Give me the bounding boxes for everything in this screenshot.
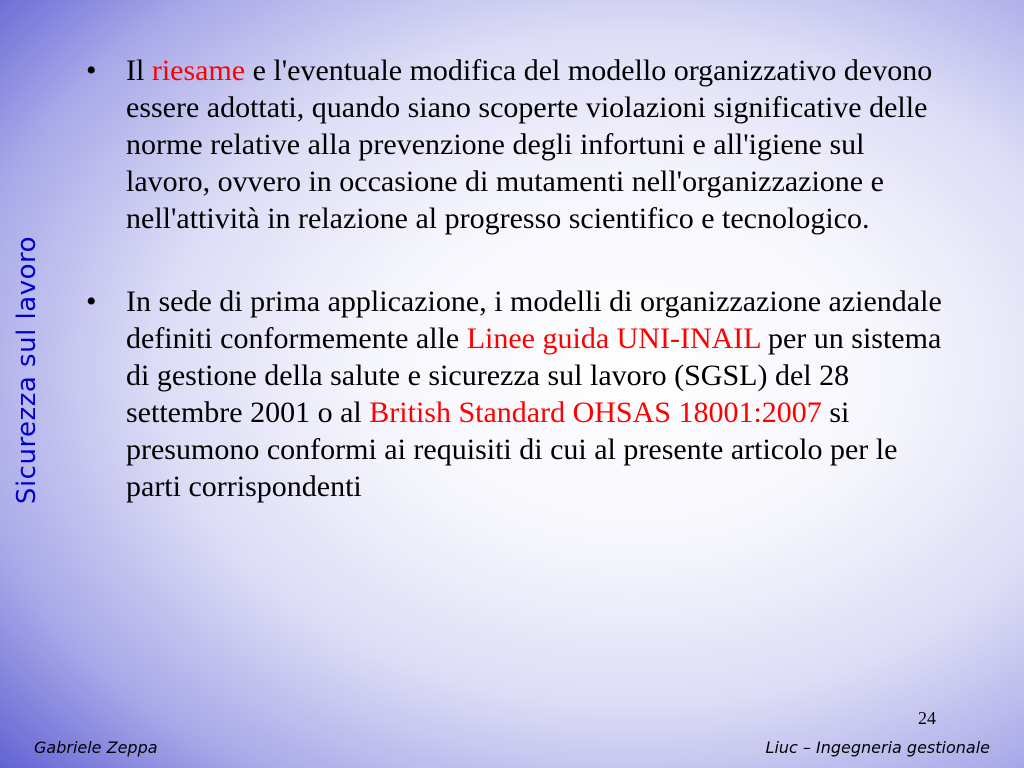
text-segment: si presumono conformi ai requisiti di cui al presente articolo per le parti corrispondenti: [126, 396, 898, 503]
highlighted-term: Linee guida UNI-INAIL: [466, 322, 761, 355]
text-segment: per un sistema di gestione della salute e sicurezza sul lavoro (SGSL) del 28 settembre 2001 o al: [126, 322, 942, 429]
side-title: Sicurezza sul lavoro: [12, 235, 42, 505]
page-number: 24: [918, 708, 936, 728]
bullet-text: [126, 54, 932, 235]
text-segment: e l'eventuale modifica del modello organizzativo devono essere adottati, quando siano scoperte violazioni significative delle norme relative alla prevenzione degli infortuni e all'igiene sul lavoro, ovvero in occasione di mutamenti nell'organizzazione e nell'attività in relazione al progresso scientifico e tecnologico.: [126, 54, 933, 235]
highlighted-term: British Standard OHSAS 18001:2007: [369, 396, 822, 429]
slide-content: [86, 52, 948, 505]
text-segment: In sede di prima applicazione, i modelli di organizzazione aziendale definiti conformemente alle: [126, 285, 942, 355]
highlighted-term: riesame: [151, 54, 246, 87]
bullet-dot-icon: •: [86, 54, 97, 87]
text-segment: Il: [126, 54, 152, 87]
footer-course: Liuc – Ingegneria gestionale: [765, 738, 990, 757]
footer-author: Gabriele Zeppa: [34, 738, 158, 757]
bullet-text: [126, 285, 942, 503]
bullet-dot-icon: •: [86, 285, 97, 318]
bullet-item: [86, 283, 948, 505]
bullet-item: [86, 52, 948, 237]
